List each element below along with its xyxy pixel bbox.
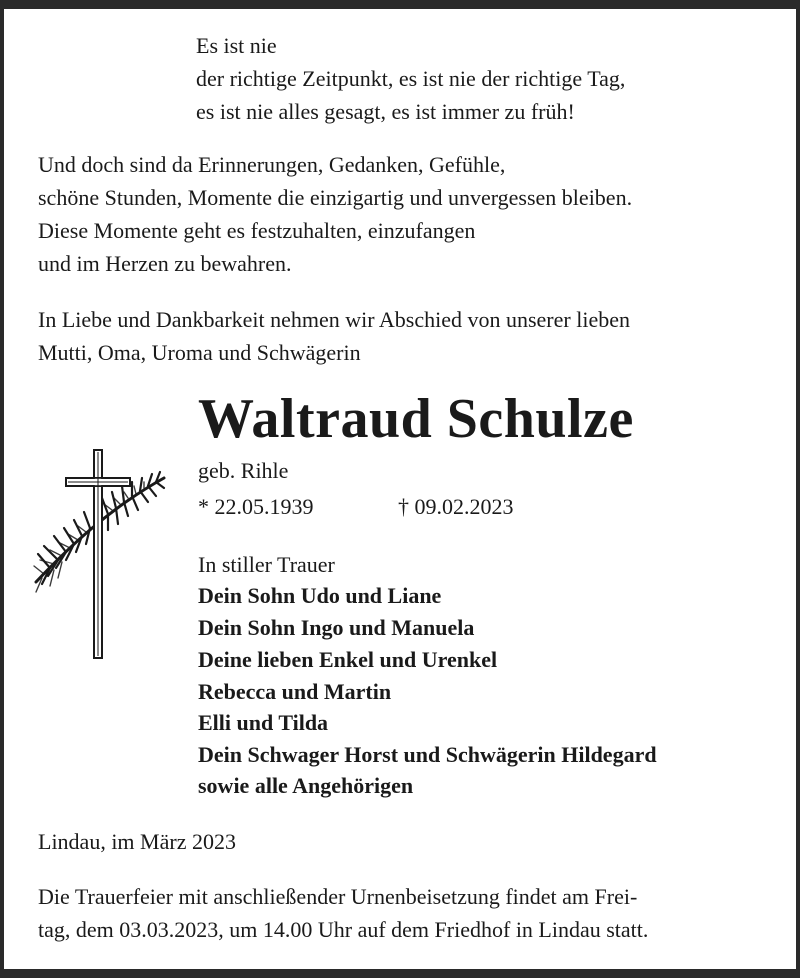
- farewell-line-2: Mutti, Oma, Uroma und Schwägerin: [38, 340, 361, 365]
- place-date: Lindau, im März 2023: [38, 829, 236, 854]
- mourner-line: Dein Sohn Udo und Liane: [198, 583, 442, 608]
- funeral-notice-line-2: tag, dem 03.03.2023, um 14.00 Uhr auf dem Friedhof in Lindau statt.: [38, 917, 649, 942]
- poem-line-1: Es ist nie: [196, 33, 277, 58]
- funeral-notice-line-1: Die Trauerfeier mit anschließender Urnenbeisetzung findet am Frei-: [38, 884, 638, 909]
- cross-with-palm-branch-icon: [30, 446, 172, 660]
- mourner-line: Deine lieben Enkel und Urenkel: [198, 647, 498, 672]
- poem-line-3: es ist nie alles gesagt, es ist immer zu früh!: [196, 99, 575, 124]
- maiden-name: geb. Rihle: [198, 458, 289, 483]
- mourner-line: Rebecca und Martin: [198, 679, 392, 704]
- memory-line-4: und im Herzen zu bewahren.: [38, 251, 292, 276]
- mourner-line: Dein Schwager Horst und Schwägerin Hildegard: [198, 742, 657, 767]
- memory-line-1: Und doch sind da Erinnerungen, Gedanken, Gefühle,: [38, 152, 506, 177]
- farewell-line-1: In Liebe und Dankbarkeit nehmen wir Abschied von unserer lieben: [38, 307, 630, 332]
- mourners-intro: In stiller Trauer: [198, 552, 335, 577]
- mourner-line: Elli und Tilda: [198, 710, 329, 735]
- death-date: † 09.02.2023: [398, 494, 514, 519]
- memory-line-3: Diese Momente geht es festzuhalten, einzufangen: [38, 218, 476, 243]
- birth-date: * 22.05.1939: [198, 494, 314, 519]
- poem-line-2: der richtige Zeitpunkt, es ist nie der richtige Tag,: [196, 66, 626, 91]
- mourner-line: sowie alle Angehörigen: [198, 773, 414, 798]
- memory-line-2: schöne Stunden, Momente die einzigartig und unvergessen bleiben.: [38, 185, 633, 210]
- mourner-line: Dein Sohn Ingo und Manuela: [198, 615, 475, 640]
- deceased-name: Waltraud Schulze: [198, 388, 634, 450]
